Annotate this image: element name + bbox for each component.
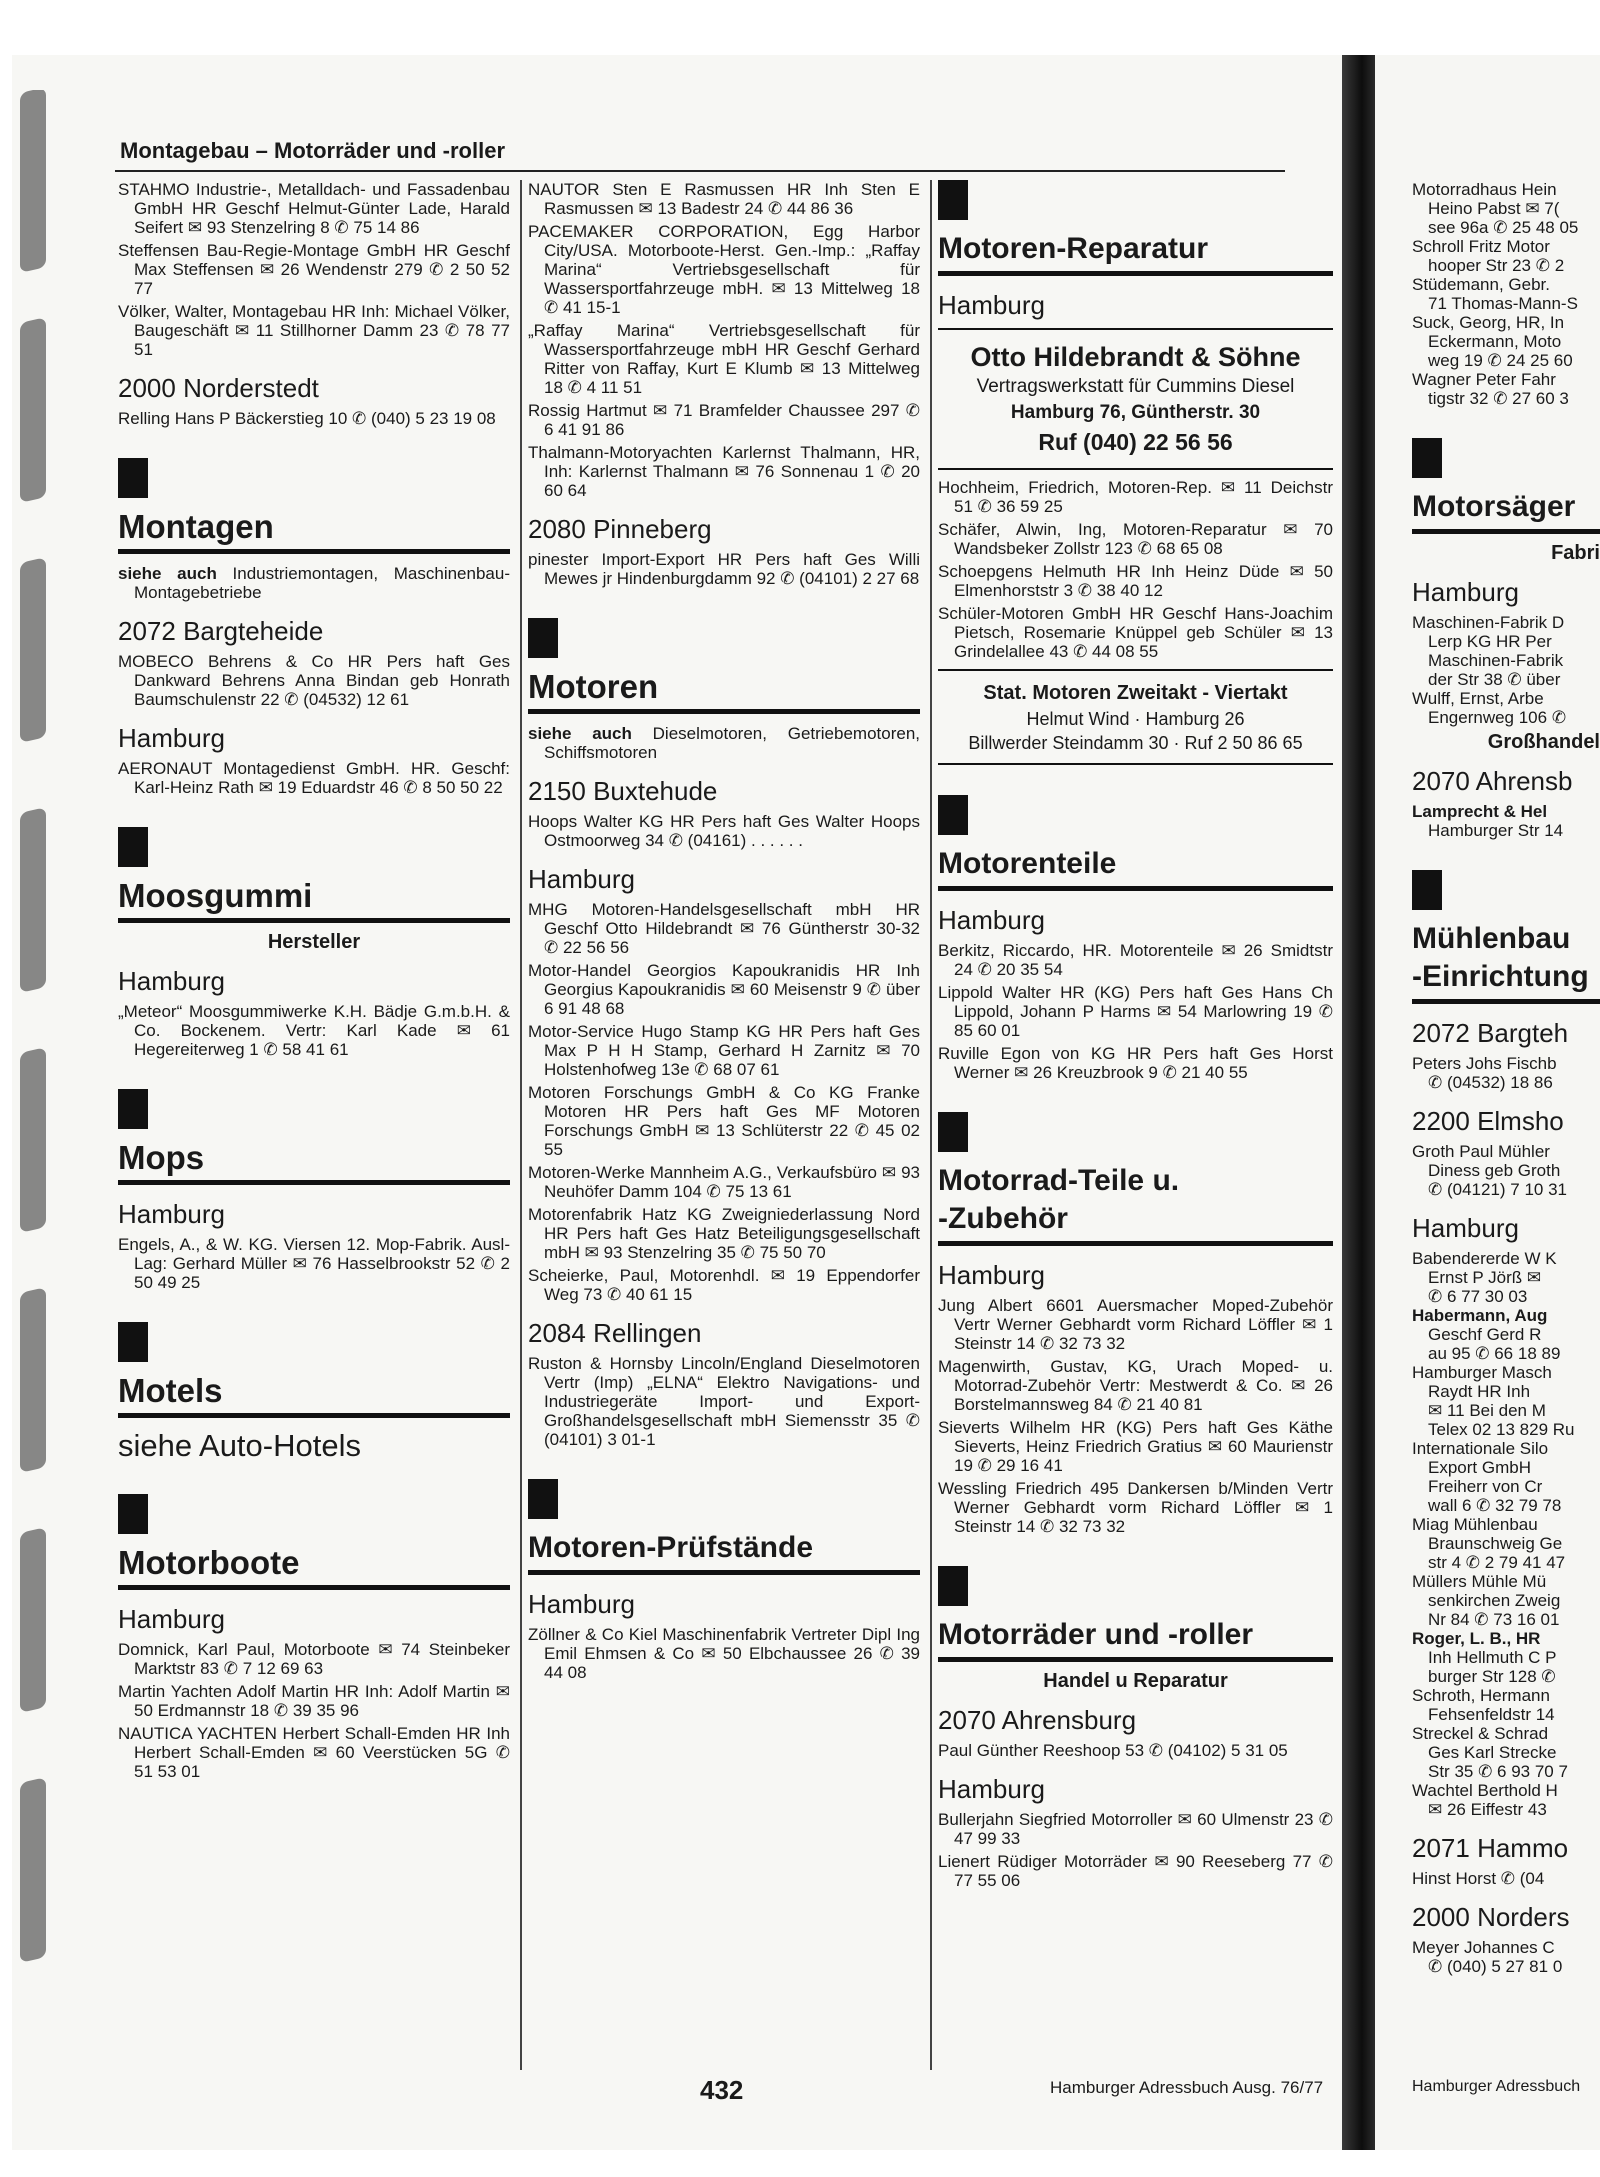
partial-line: Heino Pabst ✉ 7( [1428, 199, 1560, 218]
listing-entry: Schüler-Motoren GmbH HR Geschf Hans-Joachim Pietsch, Rosemarie Knüppel geb Schüler ✉ 13 Grindelallee 43 ✆ 44 08 55 [938, 604, 1333, 661]
listing-entry: Ruston & Hornsby Lincoln/England Dieselmotoren Vertr (Imp) „ELNA“ Elektro Navigations- und Industriegeräte Import- und Export-Großhandelsgesellschaft mbH Siemensstr 35 ✆ (04101) 3 01-1 [528, 1354, 920, 1449]
city-heading: 2072 Bargteh [1412, 1018, 1569, 1048]
listing-entry: Jung Albert 6601 Auersmacher Moped-Zubehör Vertr Werner Gebhardt vorm Richard Löffler ✉ 1 Steinstr 14 ✆ 32 73 32 [938, 1296, 1333, 1353]
section-marker [938, 1112, 968, 1152]
page-header: Montagebau – Motorräder und -roller [120, 138, 506, 163]
section-marker [938, 180, 968, 220]
partial-line: Suck, Georg, HR, In [1412, 313, 1565, 332]
subheading: Fabri [1551, 542, 1600, 564]
section-marker [118, 1089, 148, 1129]
ad-line: Vertragswerkstatt für Cummins Diesel [976, 376, 1295, 397]
partial-line: senkirchen Zweig [1428, 1591, 1561, 1610]
partial-line: Braunschweig Ge [1428, 1534, 1563, 1553]
category-heading: Motorrad-Teile u. [938, 1164, 1180, 1197]
column-4-partial [1412, 180, 1600, 1976]
category-heading: -Zubehör [938, 1200, 1333, 1246]
ad-title: Stat. Motoren Zweitakt - Viertakt [983, 682, 1288, 704]
column-3 [938, 180, 1333, 1894]
category-heading: Montagen [118, 508, 510, 554]
listing-entry: Paul Günther Reeshoop 53 ✆ (04102) 5 31 05 [938, 1741, 1288, 1760]
partial-line: weg 19 ✆ 24 25 60 [1428, 351, 1573, 370]
city-heading: Hamburg [118, 1199, 225, 1229]
listing-entry: Scheierke, Paul, Motorenhdl. ✉ 19 Eppendorfer Weg 73 ✆ 40 61 15 [528, 1266, 920, 1304]
listing-entry: Steffensen Bau-Regie-Montage GmbH HR Geschf Max Steffensen ✉ 26 Wendenstr 279 ✆ 2 50 52 77 [118, 241, 510, 298]
category-heading: Moosgummi [118, 877, 510, 923]
listing-entry: Berkitz, Riccardo, HR. Motorenteile ✉ 26 Smidtstr 24 ✆ 20 35 54 [938, 941, 1333, 979]
subheading: Handel u Reparatur [1043, 1670, 1228, 1692]
category-heading: Motorboote [118, 1544, 510, 1590]
partial-line: Wagner Peter Fahr [1412, 370, 1556, 389]
listing-entry: Martin Yachten Adolf Martin HR Inh: Adolf Martin ✉ 50 Erdmannstr 18 ✆ 39 35 96 [118, 1682, 510, 1720]
city-heading: Hamburg [938, 1260, 1045, 1290]
partial-line: ✆ (040) 5 27 81 0 [1428, 1957, 1563, 1976]
partial-line: Lerp KG HR Per [1428, 632, 1552, 651]
city-heading: Hamburg [938, 905, 1045, 935]
category-heading: Motels [118, 1372, 510, 1418]
city-heading: 2200 Elmsho [1412, 1106, 1564, 1136]
listing-entry: MHG Motoren-Handelsgesellschaft mbH HR Geschf Otto Hildebrandt ✉ 76 Güntherstr 30-32 ✆ 22 56 56 [528, 900, 920, 957]
partial-line: Stüdemann, Gebr. [1412, 275, 1550, 294]
city-heading: Hamburg [118, 1604, 225, 1634]
city-heading: 2000 Norderstedt [118, 373, 319, 403]
listing-entry: Hoops Walter KG HR Pers haft Ges Walter Hoops Ostmoorweg 34 ✆ (04161) . . . . . . [528, 812, 920, 850]
partial-line: Wulff, Ernst, Arbe [1412, 689, 1544, 708]
city-heading: Hamburg [1412, 577, 1519, 607]
partial-line: Telex 02 13 829 Ru [1428, 1420, 1575, 1439]
advertisement-box [938, 669, 1333, 765]
partial-line: Groth Paul Mühler [1412, 1142, 1550, 1161]
listing-entry: Zöllner & Co Kiel Maschinenfabrik Vertreter Dipl Ing Emil Ehmsen & Co ✉ 50 Elbchaussee 26 ✆ 39 44 08 [528, 1625, 920, 1682]
section-marker [1412, 438, 1442, 478]
ad-address: Hamburg 76, Güntherstr. 30 [1010, 402, 1261, 423]
partial-line: Meyer Johannes C [1412, 1938, 1555, 1957]
city-heading: Hamburg [118, 966, 225, 996]
partial-line: str 4 ✆ 2 79 41 47 [1428, 1553, 1566, 1572]
partial-line: Schroth, Hermann [1412, 1686, 1550, 1705]
header-rule [115, 170, 1285, 172]
listing-entry: Wessling Friedrich 495 Dankersen b/Minden Vertr Werner Gebhardt vorm Richard Löffler ✉ 1 Steinstr 14 ✆ 32 73 32 [938, 1479, 1333, 1536]
partial-line: Raydt HR Inh [1428, 1382, 1531, 1401]
partial-line: Streckel & Schrad [1412, 1724, 1549, 1743]
partial-line: Peters Johs Fischb [1412, 1054, 1557, 1073]
partial-line: wall 6 ✆ 32 79 78 [1428, 1496, 1562, 1515]
partial-line: Engernweg 106 ✆ [1428, 708, 1567, 727]
next-page-footer: Hamburger Adressbuch [1412, 2078, 1581, 2095]
column-divider [930, 180, 932, 2070]
city-heading: Hamburg [1412, 1213, 1519, 1243]
listing-entry: Motor-Service Hugo Stamp KG HR Pers haft Ges Max P H H Stamp, Gerhard H Zarnitz ✉ 70 Holstenhofweg 13e ✆ 68 07 61 [528, 1022, 920, 1079]
subheading: Großhandel [1487, 731, 1600, 753]
partial-line: ✉ 26 Eiffestr 43 [1428, 1800, 1547, 1819]
listing-entry: Lippold Walter HR (KG) Pers haft Ges Hans Ch Lippold, Johann P Harms ✉ 54 Marlowring 19 ✆ 85 60 01 [938, 983, 1333, 1040]
city-heading: 2000 Norders [1412, 1902, 1570, 1932]
partial-line: ✆ (04121) 7 10 31 [1428, 1180, 1568, 1199]
city-heading: Hamburg [528, 1589, 635, 1619]
partial-line: Habermann, Aug [1412, 1306, 1548, 1325]
city-heading: Hamburg [938, 1774, 1045, 1804]
section-marker [938, 1566, 968, 1606]
partial-line: Fehsenfeldstr 14 [1428, 1705, 1555, 1724]
listing-entry: Magenwirth, Gustav, KG, Urach Moped- u. Motorrad-Zubehör Vertr: Mestwerdt & Co. ✉ 26 Borstelmannsweg 84 ✆ 21 40 81 [938, 1357, 1333, 1414]
category-heading: Motoren-Reparatur [938, 230, 1333, 276]
partial-line: burger Str 128 ✆ [1428, 1667, 1556, 1686]
city-heading: Hamburg [118, 723, 225, 753]
category-heading: Motoren-Prüfstände [528, 1529, 920, 1575]
partial-line: Maschinen-Fabrik [1428, 651, 1564, 670]
listing-entry: PACEMAKER CORPORATION, Egg Harbor City/USA. Motorboote-Herst. Gen.-Imp.: „Raffay Marina“ Vertriebsgesellschaft für Wassersportfahrzeuge mbH. ✉ 13 Mittelweg 18 ✆ 41 15-1 [528, 222, 920, 317]
city-heading: 2070 Ahrensb [1412, 766, 1573, 796]
page-edge-marks [14, 90, 54, 2140]
ad-title: Otto Hildebrandt & Söhne [970, 342, 1301, 372]
listing-entry: Bullerjahn Siegfried Motorroller ✉ 60 Ulmenstr 23 ✆ 47 99 33 [938, 1810, 1333, 1848]
partial-line: Maschinen-Fabrik D [1412, 613, 1565, 632]
column-divider [520, 180, 522, 2070]
category-heading: Mops [118, 1139, 510, 1185]
city-heading: 2084 Rellingen [528, 1318, 702, 1348]
listing-entry: STAHMO Industrie-, Metalldach- und Fassadenbau GmbH HR Geschf Helmut-Günter Lade, Harald Seifert ✉ 93 Stenzelring 8 ✆ 75 14 86 [118, 180, 510, 237]
partial-line: see 96a ✆ 25 48 05 [1428, 218, 1579, 237]
listing-entry: Rossig Hartmut ✉ 71 Bramfelder Chaussee 297 ✆ 6 41 91 86 [528, 401, 920, 439]
listing-entry: „Raffay Marina“ Vertriebsgesellschaft für Wassersportfahrzeuge mbH HR Geschf Gerhard Ritter von Raffay, Kurt E Klumb ✉ 13 Mittelweg 18 ✆ 4 11 51 [528, 321, 920, 397]
column-1 [118, 180, 510, 1785]
partial-line: hooper Str 23 ✆ 2 [1428, 256, 1565, 275]
listing-entry: Schäfer, Alwin, Ing, Motoren-Reparatur ✉ 70 Wandsbeker Zollstr 123 ✆ 68 65 08 [938, 520, 1333, 558]
partial-line: Motorradhaus Hein [1412, 180, 1557, 199]
partial-line: Ges Karl Strecke [1428, 1743, 1557, 1762]
partial-line: Freiherr von Cr [1428, 1477, 1543, 1496]
partial-line: Miag Mühlenbau [1412, 1515, 1538, 1534]
section-marker [118, 1322, 148, 1362]
category-heading: Mühlenbau [1412, 922, 1571, 955]
partial-line: Ernst P Jörß ✉ [1428, 1268, 1542, 1287]
category-heading: Motorenteile [938, 845, 1333, 891]
city-heading: 2150 Buxtehude [528, 776, 718, 806]
listing-entry: Domnick, Karl Paul, Motorboote ✉ 74 Steinbeker Marktstr 83 ✆ 7 12 69 63 [118, 1640, 510, 1678]
partial-line: Hamburger Str 14 [1428, 821, 1564, 840]
partial-line: Babendererde W K [1412, 1249, 1557, 1268]
listing-entry: AERONAUT Montagedienst GmbH. HR. Geschf: Karl-Heinz Rath ✉ 19 Eduardstr 46 ✆ 8 50 50 22 [118, 759, 510, 797]
city-heading: 2072 Bargteheide [118, 616, 324, 646]
ad-phone: Ruf (040) 22 56 56 [1038, 429, 1233, 455]
subheading: Hersteller [267, 931, 361, 953]
partial-line: 71 Thomas-Mann-S [1428, 294, 1578, 313]
category-heading: Motoren [528, 668, 920, 714]
listing-entry: Sieverts Wilhelm HR (KG) Pers haft Ges Käthe Sieverts, Heinz Friedrich Gratius ✉ 60 Maurienstr 19 ✆ 29 16 41 [938, 1418, 1333, 1475]
listing-entry: Motorenfabrik Hatz KG Zweigniederlassung Nord HR Pers haft Ges Hatz Beteiligungsgesellschaft mbH ✉ 93 Stenzelring 35 ✆ 75 50 70 [528, 1205, 920, 1262]
ad-address: Billwerder Steindamm 30 · Ruf 2 50 86 65 [968, 733, 1303, 753]
listing-entry: NAUTOR Sten E Rasmussen HR Inh Sten E Rasmussen ✉ 13 Badestr 24 ✆ 44 86 36 [528, 180, 920, 218]
see-also: siehe auch Industriemontagen, Maschinenbau-Montagebetriebe [118, 564, 510, 602]
city-heading: 2080 Pinneberg [528, 514, 712, 544]
partial-line: Nr 84 ✆ 73 16 01 [1428, 1610, 1560, 1629]
partial-line: Roger, L. B., HR [1412, 1629, 1541, 1648]
city-heading: 2071 Hammo [1412, 1833, 1569, 1863]
scan-margin [0, 0, 1600, 55]
category-heading: -Einrichtung [1412, 958, 1600, 1004]
listing-entry: Thalmann-Motoryachten Karlernst Thalmann, HR, Inh: Karlernst Thalmann ✉ 76 Sonnenau 1 ✆ 20 60 64 [528, 443, 920, 500]
partial-line: Str 35 ✆ 6 93 70 7 [1428, 1762, 1568, 1781]
page-footer: Hamburger Adressbuch Ausg. 76/77 [1050, 2078, 1324, 2097]
listing-entry: Lienert Rüdiger Motorräder ✉ 90 Reeseberg 77 ✆ 77 55 06 [938, 1852, 1333, 1890]
partial-line: Wachtel Berthold H [1412, 1781, 1558, 1800]
listing-entry: NAUTICA YACHTEN Herbert Schall-Emden HR Inh Herbert Schall-Emden ✉ 60 Veerstücken 5G ✆ 51 53 01 [118, 1724, 510, 1781]
section-marker [1412, 870, 1442, 910]
see-also: siehe auch Dieselmotoren, Getriebemotoren, Schiffsmotoren [528, 724, 921, 762]
ad-line: Helmut Wind · Hamburg 26 [1026, 709, 1245, 729]
partial-line: ✆ (04532) 18 86 [1428, 1073, 1553, 1092]
partial-line: Hinst Horst ✆ (04 [1412, 1869, 1545, 1888]
section-marker [528, 618, 558, 658]
partial-line: Hamburger Masch [1412, 1363, 1552, 1382]
category-heading: Motorsäger [1412, 488, 1600, 534]
partial-line: Inh Hellmuth C P [1428, 1648, 1557, 1667]
partial-line: Export GmbH [1428, 1458, 1531, 1477]
partial-line: Geschf Gerd R [1428, 1325, 1542, 1344]
listing-entry: Motoren Forschungs GmbH & Co KG Franke Motoren HR Pers haft Ges MF Motoren Forschungs GmbH ✉ 13 Schlüterstr 22 ✆ 45 02 55 [528, 1083, 920, 1159]
see-reference: siehe Auto-Hotels [118, 1428, 361, 1463]
column-2 [528, 180, 920, 1686]
partial-line: Eckermann, Moto [1428, 332, 1562, 351]
section-marker [118, 1494, 148, 1534]
listing-entry: Engels, A., & W. KG. Viersen 12. Mop-Fabrik. Ausl-Lag: Gerhard Müller ✉ 76 Hasselbrookstr 52 ✆ 2 50 49 25 [118, 1235, 510, 1292]
city-heading: Hamburg [938, 290, 1045, 320]
partial-line: Müllers Mühle Mü [1412, 1572, 1547, 1591]
partial-line: Schroll Fritz Motor [1412, 237, 1550, 256]
partial-line: ✆ 6 77 30 03 [1428, 1287, 1528, 1306]
partial-line: tigstr 32 ✆ 27 60 3 [1428, 389, 1569, 408]
section-marker [118, 827, 148, 867]
partial-line: ✉ 11 Bei den M [1428, 1401, 1546, 1420]
section-marker [118, 458, 148, 498]
listing-entry: Ruville Egon von KG HR Pers haft Ges Horst Werner ✉ 26 Kreuzbrook 9 ✆ 21 40 55 [938, 1044, 1333, 1082]
partial-line: au 95 ✆ 66 18 89 [1428, 1344, 1561, 1363]
partial-line: Lamprecht & Hel [1412, 802, 1548, 821]
category-heading: Motorräder und -roller [938, 1616, 1333, 1662]
listing-entry: Relling Hans P Bäckerstieg 10 ✆ (040) 5 23 19 08 [118, 409, 496, 428]
listing-entry: MOBECO Behrens & Co HR Pers haft Ges Dankward Behrens Anna Bindan geb Honrath Baumschulenstr 22 ✆ (04532) 12 61 [118, 652, 510, 709]
listing-entry: Motor-Handel Georgios Kapoukranidis HR Inh Georgius Kapoukranidis ✉ 60 Meisenstr 9 ✆ über 6 91 48 68 [528, 961, 920, 1018]
section-marker [528, 1479, 558, 1519]
listing-entry: pinester Import-Export HR Pers haft Ges Willi Mewes jr Hindenburgdamm 92 ✆ (04101) 2 27 68 [528, 550, 920, 588]
partial-line: der Str 38 ✆ über [1428, 670, 1561, 689]
listing-entry: Völker, Walter, Montagebau HR Inh: Michael Völker, Baugeschäft ✉ 11 Stillhorner Damm 23 ✆ 78 77 51 [118, 302, 510, 359]
partial-line: Diness geb Groth [1428, 1161, 1561, 1180]
city-heading: Hamburg [528, 864, 635, 894]
listing-entry: Hochheim, Friedrich, Motoren-Rep. ✉ 11 Deichstr 51 ✆ 36 59 25 [938, 478, 1333, 516]
partial-line: Internationale Silo [1412, 1439, 1549, 1458]
city-heading: 2070 Ahrensburg [938, 1705, 1137, 1735]
listing-entry: Motoren-Werke Mannheim A.G., Verkaufsbüro ✉ 93 Neuhöfer Damm 104 ✆ 75 13 61 [528, 1163, 920, 1201]
advertisement-box [938, 328, 1333, 470]
listing-entry: Schoepgens Helmuth HR Inh Heinz Düde ✉ 50 Elmenhorststr 3 ✆ 38 40 12 [938, 562, 1333, 600]
listing-entry: „Meteor“ Moosgummiwerke K.H. Bädje G.m.b.H. & Co. Bockenem. Vertr: Karl Kade ✉ 61 Hegereiterweg 1 ✆ 58 41 61 [118, 1002, 510, 1059]
section-marker [938, 795, 968, 835]
page-number: 432 [700, 2075, 744, 2105]
book-spine [1342, 55, 1375, 2150]
